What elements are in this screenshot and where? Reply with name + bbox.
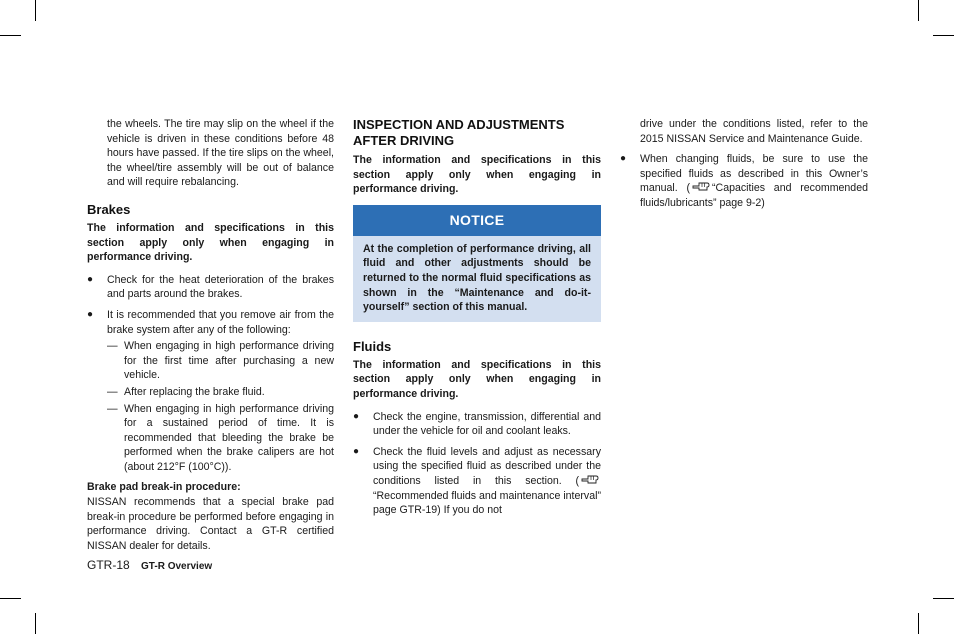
- crop-mark: [918, 613, 919, 634]
- crop-mark: [0, 598, 21, 599]
- inspection-intro: The information and specifications in this section apply only when engaging in performance driving.: [353, 154, 601, 196]
- page-footer: [87, 558, 212, 572]
- bullet-text: Check the fluid levels and adjust as necessary using the specified fluid as described under the conditions listed in this section. (: [373, 445, 601, 487]
- crop-mark: [35, 613, 36, 634]
- fluids-bullet-list: [353, 410, 601, 518]
- bullet-icon: ●: [620, 153, 627, 165]
- reference-text[interactable]: “Capacities and recommended fluids/lubricants” page 9-2): [640, 182, 868, 209]
- column-right: [620, 117, 868, 217]
- crop-mark: [933, 35, 954, 36]
- list-item: [87, 273, 334, 302]
- bullet-icon: ●: [353, 410, 360, 422]
- list-item: [353, 445, 601, 518]
- brakes-heading: Brakes: [87, 201, 131, 217]
- dash-list: [107, 339, 334, 474]
- dash-icon: —: [107, 402, 118, 415]
- crop-mark: [0, 35, 21, 36]
- bullet-icon: ●: [87, 308, 94, 320]
- inspection-heading: INSPECTION AND ADJUSTMENTS AFTER DRIVING: [353, 117, 565, 148]
- list-item: [87, 308, 334, 475]
- dash-item: [107, 385, 334, 400]
- bullet-text: Check for the heat deterioration of the brakes and parts around the brakes.: [107, 273, 334, 301]
- notice-text: At the completion of performance driving, all fluid and other adjustments should be returned to the normal fluid specifications as shown in the “Maintenance and do-it-yourself” section of this manual.: [363, 242, 591, 314]
- dash-text: When engaging in high performance driving for a sustained period of time. It is recommended that bleeding the brake be performed when the brake calipers are hot (about 212°F (100°C)).: [124, 402, 334, 473]
- bullet-icon: ●: [87, 273, 94, 285]
- break-in-text: NISSAN recommends that a special brake pad break-in procedure be performed before engaging in performance driving. Contact a GT-R certified NISSAN dealer for details.: [87, 496, 334, 552]
- brakes-intro: The information and specifications in this section apply only when engaging in performance driving.: [87, 221, 334, 264]
- list-item: [353, 410, 601, 439]
- column-middle: [353, 117, 601, 524]
- dash-icon: —: [107, 340, 118, 353]
- fluids-heading: Fluids: [353, 338, 392, 354]
- dash-icon: —: [107, 385, 118, 398]
- dash-text: After replacing the brake fluid.: [124, 385, 265, 398]
- continued-paragraph: the wheels. The tire may slip on the wheel if the vehicle is driven in these conditions before 48 hours have passed. If the tire slips on the wheel, the wheel/tire assembly will be out of balance and will require rebalancing.: [107, 118, 334, 189]
- page-number: GTR-18: [87, 558, 130, 572]
- crop-mark: [933, 598, 954, 599]
- crop-mark: [918, 0, 919, 21]
- bullet-text: Check the engine, transmission, differential and under the vehicle for oil and coolant leaks.: [373, 410, 601, 438]
- bullet-icon: ●: [353, 445, 360, 457]
- fluids-intro: The information and specifications in this section apply only when engaging in performance driving.: [353, 358, 601, 400]
- crop-mark: [35, 0, 36, 21]
- column-left: [87, 117, 334, 553]
- bullet-text: It is recommended that you remove air from the brake system after any of the following:: [107, 308, 334, 336]
- break-in-heading: Brake pad break-in procedure:: [87, 481, 241, 494]
- list-item: [620, 152, 868, 210]
- dash-item: [107, 402, 334, 475]
- continued-paragraph: drive under the conditions listed, refer to the 2015 NISSAN Service and Maintenance Guide.: [640, 118, 868, 145]
- fluids-change-list: [620, 152, 868, 210]
- notice-box: [353, 205, 601, 322]
- section-title: GT-R Overview: [141, 561, 213, 572]
- dash-item: [107, 339, 334, 383]
- pointing-hand-reference-icon: [581, 474, 599, 485]
- reference-text[interactable]: “Recommended fluids and maintenance interval” page GTR-19) If you do not: [373, 489, 601, 517]
- brakes-bullet-list: [87, 273, 334, 475]
- bullet-text: When changing fluids, be sure to use the specified fluids as described in this Owner’s manual. (: [640, 153, 868, 195]
- notice-title: NOTICE: [353, 205, 601, 236]
- dash-text: When engaging in high performance driving for the first time after purchasing a new vehicle.: [124, 340, 334, 382]
- pointing-hand-reference-icon: [692, 181, 710, 192]
